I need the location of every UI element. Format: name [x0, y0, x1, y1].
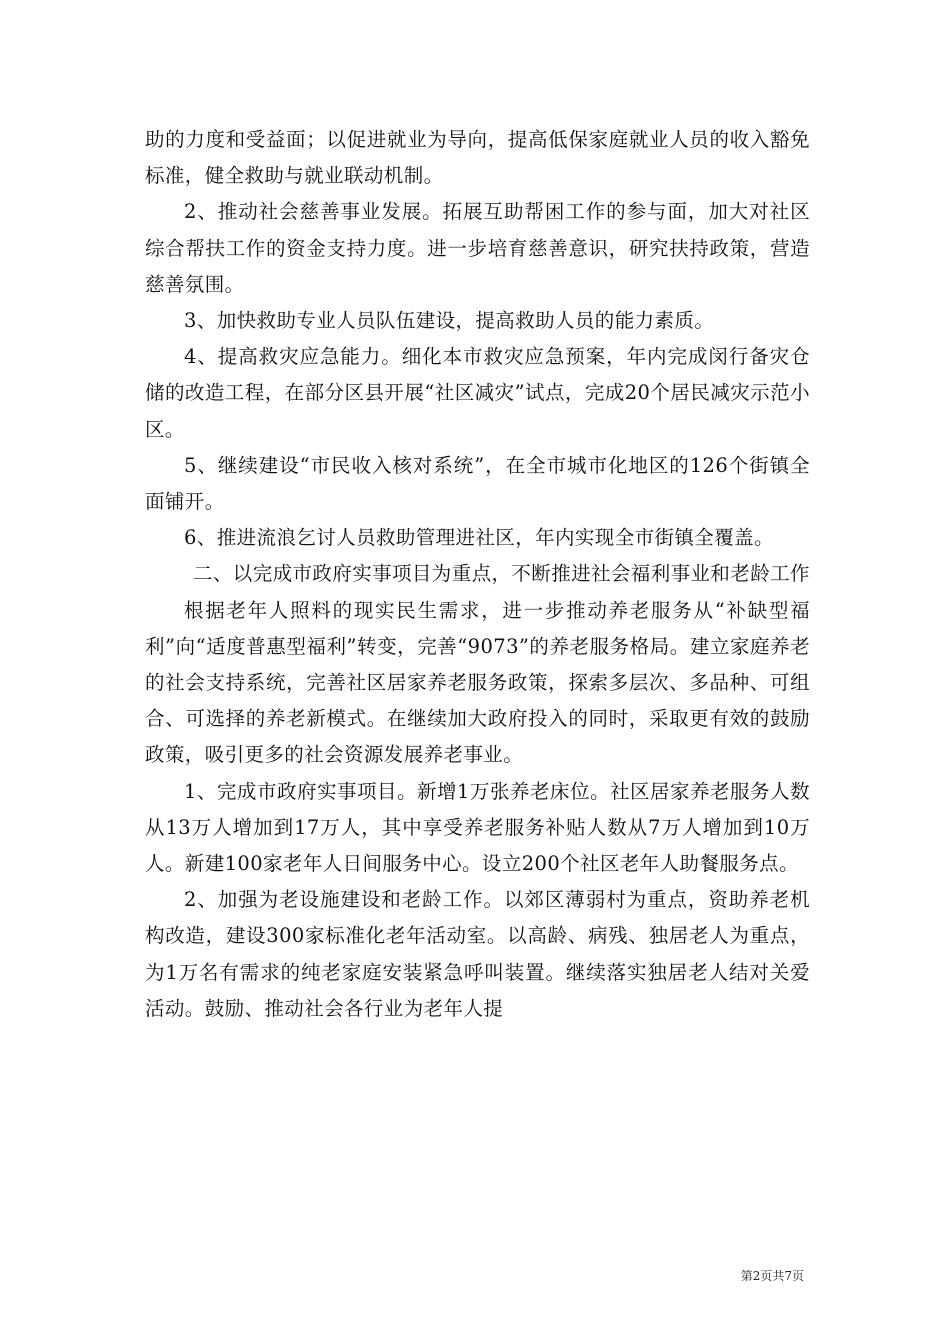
- paragraph-elderly-overview: 根据老年人照料的现实民生需求，进一步推动养老服务从“补缺型福利”向“适度普惠型福利”转变，完善“9073”的养老服务格局。建立家庭养老的社会支持系统，完善社区居家养老服务政策，探索多层次、多品种、可组合、可选择的养老新模式。在继续加大政府投入的同时，采取更有效的鼓励政策，吸引更多的社会资源发展养老事业。: [145, 598, 810, 767]
- page-number-footer: 第2页共7页: [740, 1269, 804, 1283]
- paragraph-continuation: 助的力度和受益面；以促进就业为导向，提高低保家庭就业人员的收入豁免标准，健全救助与就业联动机制。: [145, 128, 810, 188]
- document-body: [145, 122, 810, 1027]
- section-heading-2: 二、以完成市政府实事项目为重点，不断推进社会福利事业和老龄工作: [193, 562, 810, 586]
- paragraph-item-6-vagrant-aid: 6、推进流浪乞讨人员救助管理进社区，年内实现全市街镇全覆盖。: [184, 526, 774, 550]
- paragraph-item-5-income-system: 5、继续建设“市民收入核对系统”，在全市城市化地区的126个街镇全面铺开。: [145, 453, 810, 514]
- paragraph-item-2-charity: 2、推动社会慈善事业发展。拓展互助帮困工作的参与面，加大对社区综合帮扶工作的资金支持力度。进一步培育慈善意识，研究扶持政策，营造慈善氛围。: [145, 200, 810, 296]
- paragraph-item-4-disaster-relief: 4、提高救灾应急能力。细化本市救灾应急预案，年内完成闵行备灾仓储的改造工程，在部分区县开展“社区减灾”试点，完成20个居民减灾示范小区。: [145, 345, 810, 441]
- paragraph-item-2-elderly-facilities: 2、加强为老设施建设和老龄工作。以郊区薄弱村为重点，资助养老机构改造，建设300家标准化老年活动室。以高龄、病残、独居老人为重点，为1万名有需求的纯老家庭安装紧急呼叫装置。继续落实独居老人结对关爱活动。鼓励、推动社会各行业为老年人提: [145, 888, 810, 1020]
- paragraph-item-3-staff: 3、加快救助专业人员队伍建设，提高救助人员的能力素质。: [184, 309, 715, 333]
- paragraph-item-1-government-projects: 1、完成市政府实事项目。新增1万张养老床位。社区居家养老服务人数从13万人增加到17万人，其中享受养老服务补贴人数从7万人增加到10万人。新建100家老年人日间服务中心。设立200个社区老年人助餐服务点。: [145, 779, 810, 876]
